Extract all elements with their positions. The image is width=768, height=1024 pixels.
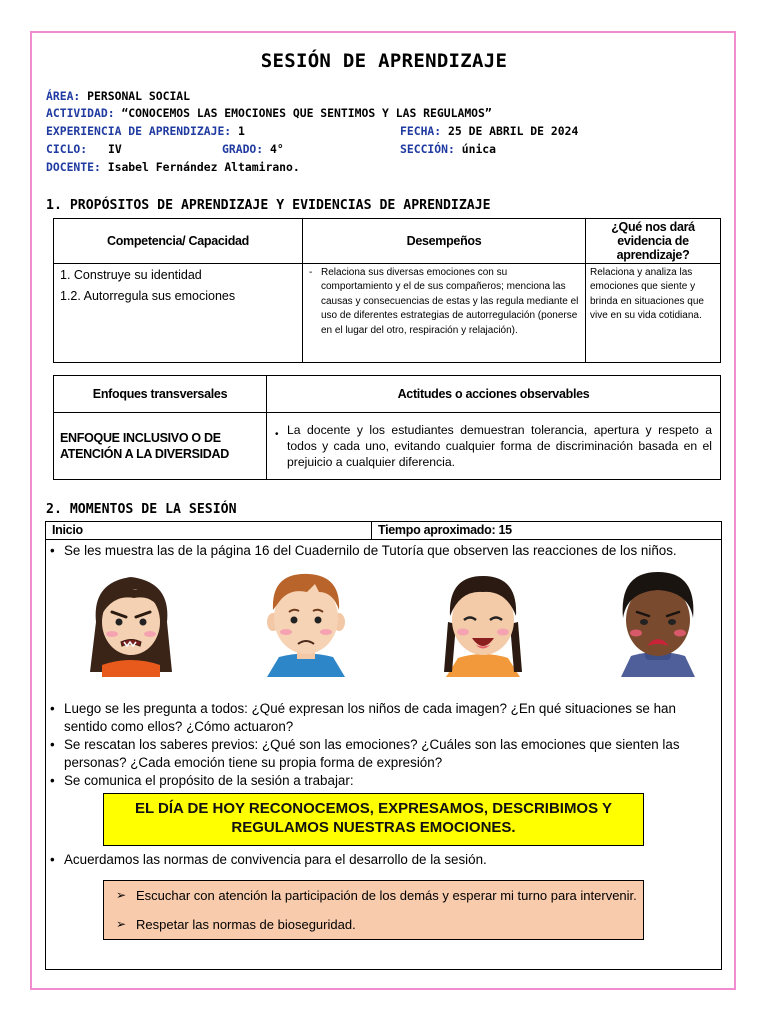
- docente-line: [46, 160, 300, 175]
- bullet-item: [50, 542, 718, 560]
- seccion-label: SECCIÓN:: [400, 142, 455, 156]
- enfoques-header: Enfoques transversales: [54, 376, 267, 413]
- bullet-item: [50, 851, 718, 869]
- experiencia-label: EXPERIENCIA DE APRENDIZAJE:: [46, 124, 232, 138]
- ciclo-label: CICLO:: [46, 142, 88, 156]
- evidencia-header: ¿Qué nos dará evidencia de aprendizaje?: [586, 219, 721, 264]
- sad-boy-face-icon: [249, 562, 364, 677]
- section2-heading: 2. MOMENTOS DE LA SESIÓN: [46, 502, 237, 517]
- grado-line: [222, 142, 284, 157]
- angry-girl-face-icon: [74, 562, 189, 677]
- area-line: [46, 89, 190, 104]
- crying-child-face-icon: [601, 562, 716, 677]
- arrow-bullet-icon: ➢: [116, 917, 127, 931]
- desempeno-cell: [303, 264, 586, 363]
- fecha-label: FECHA:: [400, 124, 442, 138]
- purposes-table: [53, 218, 721, 363]
- bullet-item: [50, 772, 718, 790]
- dash-bullet: -: [309, 267, 313, 278]
- bullet-dot: •: [50, 737, 55, 752]
- fecha-line: [400, 124, 578, 139]
- grado-value: 4°: [270, 142, 284, 156]
- bullet-text: Luego se les pregunta a todos: ¿Qué expresan los niños de cada imagen? ¿En qué situaciones se han sentido como ellos? ¿Cómo actuaron?: [64, 701, 676, 734]
- bullet-text: Acuerdamos las normas de convivencia para el desarrollo de la sesión.: [64, 852, 487, 867]
- seccion-value: única: [461, 142, 497, 156]
- norm-item: [116, 888, 637, 903]
- capacidad-line: 1.2. Autorregula sus emociones: [60, 289, 236, 303]
- bullet-dot: •: [50, 543, 55, 558]
- competencia-line: 1. Construye su identidad: [60, 268, 202, 282]
- emotion-faces: [74, 562, 714, 677]
- divider: [371, 522, 372, 539]
- docente-label: DOCENTE:: [46, 160, 101, 174]
- actitud-cell: [267, 413, 721, 480]
- bullet-text: Se rescatan los saberes previos: ¿Qué son las emociones? ¿Cuáles son las emociones que sienten las personas? ¿Cada emoción tiene su propia forma de expresión?: [64, 737, 680, 770]
- norm-item: [116, 917, 356, 932]
- experiencia-value: 1: [238, 124, 245, 138]
- actividad-label: ACTIVIDAD:: [46, 106, 115, 120]
- desempeno-text: Relaciona sus diversas emociones con su comportamiento y el de sus compañeros; menciona las causas y consecuencias de estas y las regula mediante el uso de diferentes estrategias de autorregulación (ponerse en el lugar del otro, respiración y relajación).: [321, 267, 579, 336]
- seccion-line: [400, 142, 496, 157]
- bullet-dot: •: [50, 701, 55, 716]
- norm-text: Escuchar con atención la participación de los demás y esperar mi turno para intervenir.: [136, 888, 637, 903]
- inicio-label: Inicio: [52, 523, 83, 537]
- enfoque-cell: ENFOQUE INCLUSIVO O DE ATENCIÓN A LA DIVERSIDAD: [54, 413, 267, 480]
- document-title: SESIÓN DE APRENDIZAJE: [260, 50, 508, 72]
- desempenos-header: Desempeños: [303, 219, 586, 264]
- bullet-item: [50, 736, 718, 772]
- tiempo-label: Tiempo aproximado: 15: [378, 523, 512, 537]
- bullet-item: [50, 700, 718, 736]
- fecha-value: 25 DE ABRIL DE 2024: [448, 124, 579, 138]
- ciclo-value: IV: [108, 142, 122, 156]
- bullet-text: Se les muestra las de la página 16 del Cuadernilo de Tutoría que observen las reacciones de los niños.: [64, 543, 677, 558]
- actitud-text: La docente y los estudiantes demuestran tolerancia, apertura y respeto a todos y cada uno, evitando cualquier forma de discriminación basada en el prejuicio a cualquier diferencia.: [287, 423, 712, 469]
- arrow-bullet-icon: ➢: [116, 888, 127, 902]
- evidencia-cell: Relaciona y analiza las emociones que siente y brinda en situaciones que vive en su vida cotidiana.: [586, 264, 721, 363]
- bullet-dot: •: [50, 852, 55, 867]
- docente-value: Isabel Fernández Altamirano.: [107, 160, 300, 174]
- actitudes-header: Actitudes o acciones observables: [267, 376, 721, 413]
- experiencia-line: [46, 124, 245, 139]
- area-value: PERSONAL SOCIAL: [87, 89, 191, 103]
- norms-box: [103, 880, 644, 940]
- session-purpose-box: EL DÍA DE HOY RECONOCEMOS, EXPRESAMOS, DESCRIBIMOS Y REGULAMOS NUESTRAS EMOCIONES.: [103, 793, 644, 846]
- bullet-text: Se comunica el propósito de la sesión a trabajar:: [64, 773, 354, 788]
- section1-heading: 1. PROPÓSITOS DE APRENDIZAJE Y EVIDENCIAS DE APRENDIZAJE: [46, 198, 491, 213]
- bullet-dot: •: [275, 429, 279, 440]
- happy-girl-face-icon: [426, 562, 541, 677]
- enfoques-table: [53, 375, 721, 480]
- competencia-cell: [54, 264, 303, 363]
- bullet-dot: •: [50, 773, 55, 788]
- area-label: ÁREA:: [46, 89, 81, 103]
- inicio-row: [46, 522, 721, 540]
- actividad-value: “CONOCEMOS LAS EMOCIONES QUE SENTIMOS Y LAS REGULAMOS”: [121, 106, 492, 120]
- norm-text: Respetar las normas de bioseguridad.: [136, 917, 356, 932]
- actividad-line: [46, 106, 492, 121]
- grado-label: GRADO:: [222, 142, 264, 156]
- competencia-header: Competencia/ Capacidad: [54, 219, 303, 264]
- ciclo-line: [46, 142, 122, 157]
